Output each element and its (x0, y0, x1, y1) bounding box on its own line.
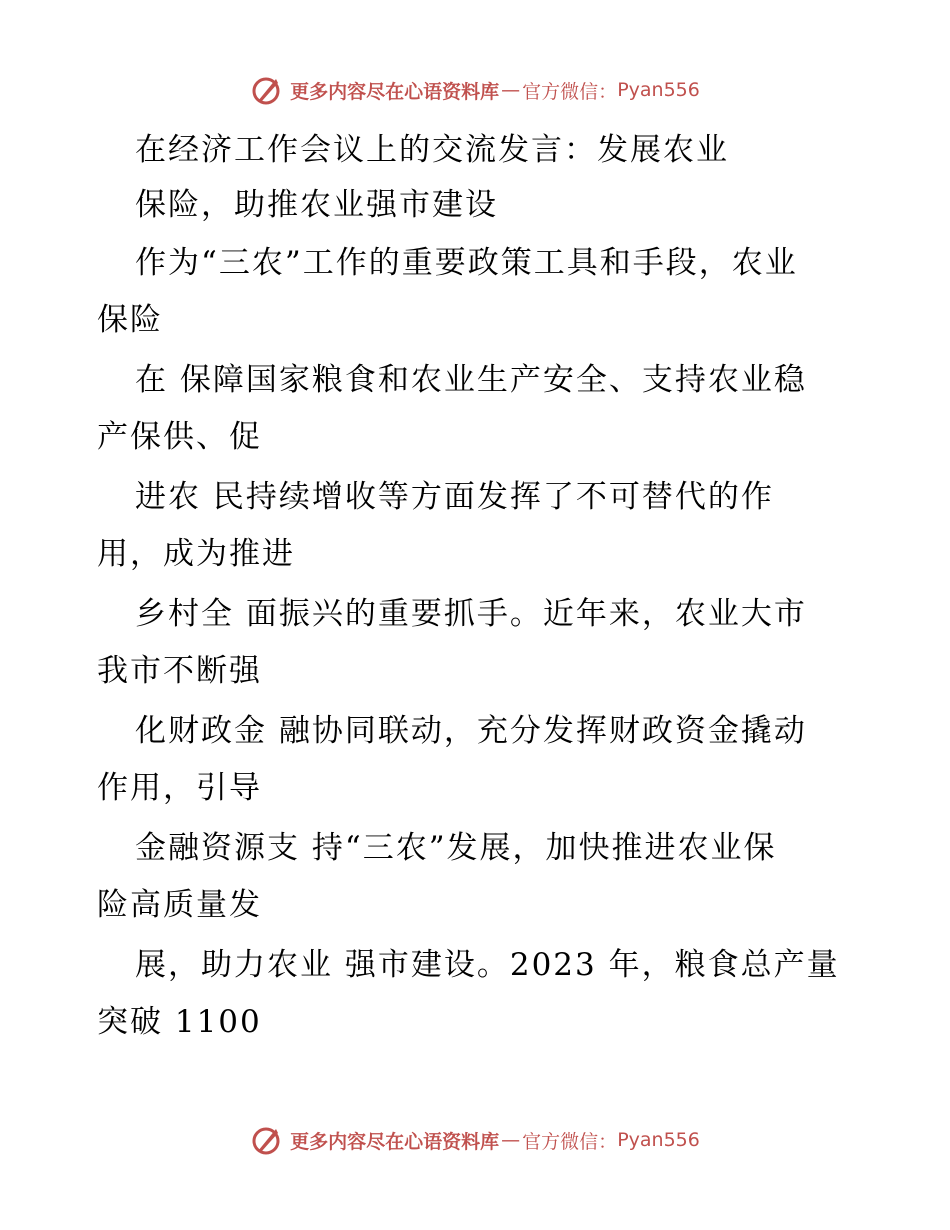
text-line: 化财政金 融协同联动，充分发挥财政资金撬动 (135, 713, 807, 749)
wechat-label: 官方微信： (522, 80, 618, 103)
text-line: 产保供、促 (97, 419, 262, 455)
banner-dash: — (501, 1129, 521, 1151)
text-line: 展，助力农业 强市建设。2023 年，粮食总产量 (135, 947, 840, 983)
text-line: 用，成为推进 (97, 536, 295, 572)
site-name: 更多内容尽在心语资料库 (290, 1130, 500, 1153)
banner-dash: — (501, 79, 521, 101)
text-line: 金融资源支 持“三农”发展，加快推进农业保 (135, 830, 777, 866)
quill-logo-icon (250, 1123, 284, 1157)
text-line: 作用，引导 (97, 770, 262, 806)
text-line: 保险 (97, 302, 163, 338)
text-line: 突破 1100 (97, 1004, 262, 1040)
text-line: 在 保障国家粮食和农业生产安全、支持农业稳 (135, 362, 807, 398)
wechat-id: Pyan556 (617, 79, 700, 101)
text-line: 险高质量发 (97, 887, 262, 923)
text-line: 作为“三农”工作的重要政策工具和手段，农业 (135, 245, 798, 281)
text-line: 乡村全 面振兴的重要抓手。近年来，农业大市 (135, 596, 807, 632)
text-line: 我市不断强 (97, 653, 262, 689)
wechat-id: Pyan556 (617, 1129, 700, 1151)
text-line: 在经济工作会议上的交流发言：发展农业 (135, 132, 729, 168)
site-name: 更多内容尽在心语资料库 (290, 80, 500, 103)
footer-watermark (0, 1120, 950, 1160)
text-line: 保险，助推农业强市建设 (135, 187, 498, 223)
header-watermark (0, 70, 950, 110)
text-line: 进农 民持续增收等方面发挥了不可替代的作 (135, 479, 774, 515)
quill-logo-icon (250, 73, 284, 107)
wechat-label: 官方微信： (522, 1130, 618, 1153)
